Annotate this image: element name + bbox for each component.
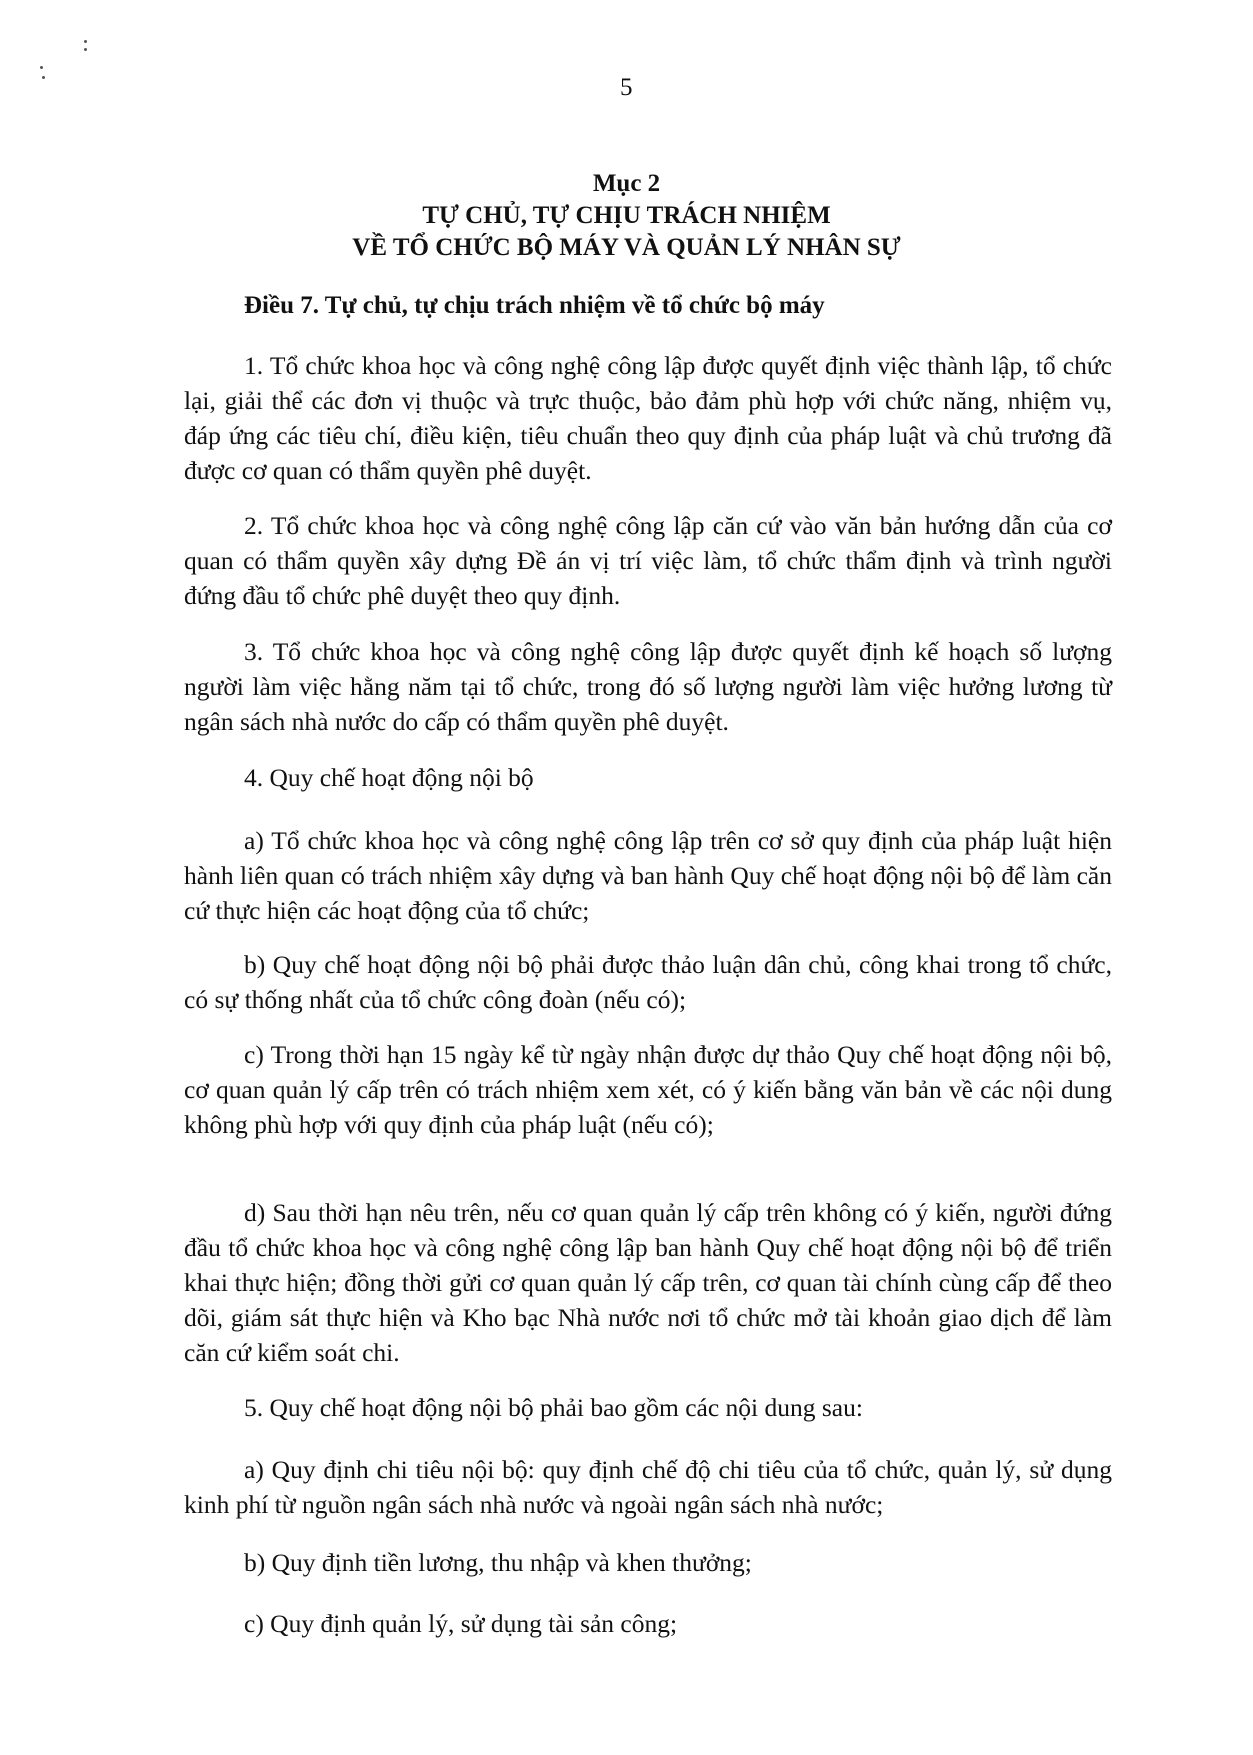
paragraph-4: 4. Quy chế hoạt động nội bộ bbox=[244, 763, 534, 792]
section-label: Mục 2 bbox=[592, 170, 661, 197]
section-title-line1: TỰ CHỦ, TỰ CHỊU TRÁCH NHIỆM bbox=[422, 202, 831, 229]
section-title-line2: VỀ TỔ CHỨC BỘ MÁY VÀ QUẢN LÝ NHÂN SỰ bbox=[352, 234, 901, 261]
paragraph-5a: a) Quy định chi tiêu nội bộ: quy định chế độ chi tiêu của tổ chức, quản lý, sử dụng kinh phí từ nguồn ngân sách nhà nước và ngoài ngân sách nhà nước; bbox=[184, 1455, 1112, 1519]
paragraph-5c: c) Quy định quản lý, sử dụng tài sản công; bbox=[244, 1609, 678, 1638]
scan-mark bbox=[84, 48, 87, 51]
paragraph-5b: b) Quy định tiền lương, thu nhập và khen thưởng; bbox=[244, 1548, 752, 1577]
paragraph-4c: c) Trong thời hạn 15 ngày kể từ ngày nhận được dự thảo Quy chế hoạt động nội bộ, cơ quan quản lý cấp trên có trách nhiệm xem xét, có ý kiến bằng văn bản về các nội dung không phù hợp với quy định của pháp luật (nếu có); bbox=[184, 1040, 1112, 1139]
scan-mark bbox=[84, 40, 87, 43]
paragraph-4b: b) Quy chế hoạt động nội bộ phải được thảo luận dân chủ, công khai trong tổ chức, có sự thống nhất của tổ chức công đoàn (nếu có); bbox=[184, 950, 1112, 1014]
scan-mark bbox=[40, 66, 43, 69]
paragraph-4d: d) Sau thời hạn nêu trên, nếu cơ quan quản lý cấp trên không có ý kiến, người đứng đầu tổ chức khoa học và công nghệ công lập ban hành Quy chế hoạt động nội bộ để triển khai thực hiện; đồng thời gửi cơ quan quản lý cấp trên, cơ quan tài chính cùng cấp để theo dõi, giám sát thực hiện và Kho bạc Nhà nước nơi tổ chức mở tài khoản giao dịch để làm căn cứ kiểm soát chi. bbox=[184, 1198, 1112, 1367]
section-heading bbox=[0, 168, 1253, 264]
paragraph-4a: a) Tổ chức khoa học và công nghệ công lập trên cơ sở quy định của pháp luật hiện hành liên quan có trách nhiệm xây dựng và ban hành Quy chế hoạt động nội bộ để làm căn cứ thực hiện các hoạt động của tổ chức; bbox=[184, 826, 1112, 925]
paragraph-5: 5. Quy chế hoạt động nội bộ phải bao gồm các nội dung sau: bbox=[244, 1393, 863, 1422]
page-number: 5 bbox=[620, 74, 633, 101]
paragraph-1: 1. Tổ chức khoa học và công nghệ công lập được quyết định việc thành lập, tổ chức lại, giải thể các đơn vị thuộc và trực thuộc, bảo đảm phù hợp với chức năng, nhiệm vụ, đáp ứng các tiêu chí, điều kiện, tiêu chuẩn theo quy định của pháp luật và chủ trương đã được cơ quan có thẩm quyền phê duyệt. bbox=[184, 351, 1112, 485]
paragraph-2: 2. Tổ chức khoa học và công nghệ công lập căn cứ vào văn bản hướng dẫn của cơ quan có thẩm quyền xây dựng Đề án vị trí việc làm, tổ chức thẩm định và trình người đứng đầu tổ chức phê duyệt theo quy định. bbox=[184, 511, 1112, 610]
article-title: Điều 7. Tự chủ, tự chịu trách nhiệm về tổ chức bộ máy bbox=[244, 292, 825, 319]
paragraph-3: 3. Tổ chức khoa học và công nghệ công lập được quyết định kế hoạch số lượng người làm việc hằng năm tại tổ chức, trong đó số lượng người làm việc hưởng lương từ ngân sách nhà nước do cấp có thẩm quyền phê duyệt. bbox=[184, 637, 1112, 736]
